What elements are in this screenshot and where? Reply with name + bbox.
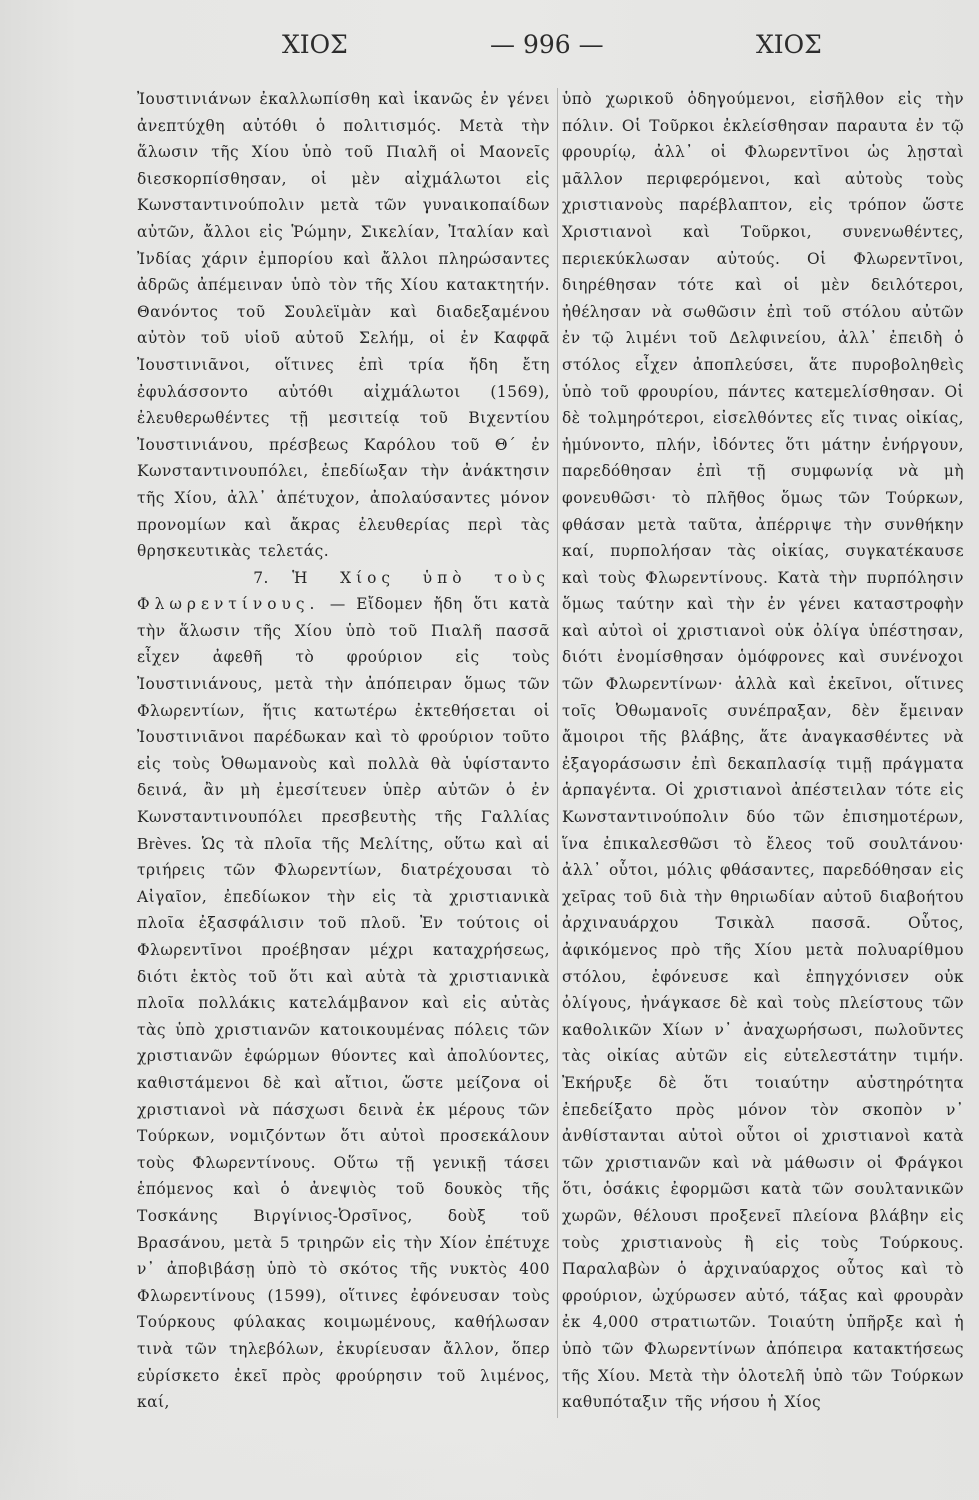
left-paragraph-2 [137, 565, 550, 1416]
right-text-column [562, 86, 964, 1416]
column-divider [557, 88, 558, 1418]
page-bottom-shading [0, 1430, 979, 1500]
left-paragraph-1: Ἰουστινιάνων ἐκαλλωπίσθη καὶ ἱκανῶς ἐν γένει ἀνεπτύχθη αὐτόθι ὁ πολιτισμός. Μετὰ τὴν ἅλωσιν τῆς Χίου ὑπὸ τοῦ Πιαλῆ οἱ Μαονεῖς διεσκορπίσθησαν, οἱ μὲν αἰχμάλωτοι εἰς Κωνσταντινούπολιν μετὰ τῶν γυναικοπαίδων αὐτῶν, ἄλλοι εἰς Ῥώμην, Σικελίαν, Ἰταλίαν καὶ Ἰνδίας χάριν ἐμπορίου καὶ ἄλλοι πληρώσαντες ἀδρῶς ἀπέμειναν ὑπὸ τὸν τῆς Χίου κατακτητήν. Θανόντος τοῦ Σουλεϊμὰν καὶ διαδεξαμένου αὐτὸν τοῦ υἱοῦ αὐτοῦ Σελήμ, οἱ ἐν Καφφᾶ Ἰουστινιᾶνοι, οἵτινες ἐπὶ τρία ἤδη ἔτη ἐφυλάσσοντο αὐτόθι αἰχμάλωτοι (1569), ἐλευθερωθέντες τῇ μεσιτείᾳ τοῦ Βιχεντίου Ἰουστινιάνου, πρέσβεως Καρόλου τοῦ Θ΄ ἐν Κωνσταντινουπόλει, ἐπεδίωξαν τὴν ἀνάκτησιν τῆς Χίου, ἀλλ᾽ ἀπέτυχον, ἀπολαύσαντες μόνον προνομίων καὶ ἄκρας ἐλευθερίας περὶ τὰς θρησκευτικὰς τελετάς. [137, 90, 550, 561]
section-text-part-2: Ὡς τὰ πλοῖα τῆς Μελίτης, οὕτω καὶ αἱ τριήρεις τῶν Φλωρεντίων, διατρέχουσαι τὸ Αἰγαῖον, ἐπεδίωκον τὴν εἰς τὰ χριστιανικὰ πλοῖα ἐξασφάλισιν τοῦ πλοῦ. Ἐν τούτοις οἱ Φλωρεντῖνοι προέβησαν μέχρι καταχρήσεως, διότι ἐκτὸς τοῦ ὅτι καὶ αὐτὰ τὰ χριστιανικὰ πλοῖα πολλάκις κατελάμβανον καὶ εἰς αὐτὰς τὰς ὑπὸ χριστιανῶν κατοικουμένας πόλεις τῶν χριστιανῶν ἐφώρμων θύοντες καὶ ἀπολύοντες, καθιστάμενοι δὲ καὶ αἴτιοι, ὥστε μείζονα οἱ χριστιανοὶ νὰ πάσχωσι δεινὰ ἐκ μέρους τῶν Τούρκων, νομιζόντων ὅτι αὐτοὶ προσεκάλουν τοὺς Φλωρεντίνους. Οὕτω τῇ γενικῇ τάσει ἑπόμενος καὶ ὁ ἀνεψιὸς τοῦ δουκὸς τῆς Τοσκάνης Βιργίνιος-Ὀρσῖνος, δοὺξ τοῦ Βρασάνου, μετὰ 5 τριηρῶν εἰς τὴν Χίον ἐπέτυχε ν᾽ ἀποβιβάσῃ ὑπὸ τὸ σκότος τῆς νυκτὸς 400 Φλωρεντίνους (1599), οἵτινες ἐφόνευσαν τοὺς Τούρκους φύλακας κοιμωμένους, καθήλωσαν τινὰ τῶν τηλεβόλων, ἐκυρίευσαν ἄλλον, ὅπερ εὑρίσκετο ἐκεῖ πρὸς φρούρησιν τοῦ λιμένος, καί, [137, 834, 550, 1412]
right-paragraph-1: ὑπὸ χωρικοῦ ὁδηγούμενοι, εἰσῆλθον εἰς τὴν πόλιν. Οἱ Τοῦρκοι ἐκλείσθησαν παραυτα ἐν τῷ φρουρίῳ, ἀλλ᾽ οἱ Φλωρεντῖνοι ὡς λῃσταὶ μᾶλλον περιφερόμενοι, καὶ αὐτοὺς τοὺς χριστιανοὺς παρέβλαπτον, εἰς τρόπον ὥστε Χριστιανοὶ καὶ Τοῦρκοι, συνενωθέντες, περιεκύκλωσαν αὐτούς. Οἱ Φλωρεντῖνοι, διηρέθησαν τότε καὶ οἱ μὲν δειλότεροι, ἠθέλησαν νὰ σωθῶσιν ἐπὶ τοῦ στόλου αὐτῶν ἐν τῷ λιμένι τοῦ Δελφινείου, ἀλλ᾽ ἐπειδὴ ὁ στόλος εἶχεν ἀποπλεύσει, ἅτε πυροβοληθεὶς ὑπὸ τοῦ φρουρίου, πάντες κατεμελίσθησαν. Οἱ δὲ τολμηρότεροι, εἰσελθόντες εἴς τινας οἰκίας, ἠμύνοντο, πλήν, ἰδόντες ὅτι μάτην ἐνήργουν, παρεδόθησαν ἐπὶ τῇ συμφωνίᾳ νὰ μὴ φονευθῶσι· τὸ πλῆθος ὅμως τῶν Τούρκων, φθάσαν μετὰ ταῦτα, ἀπέρριψε τὴν συνθήκην καί, πυρπολήσαν τὰς οἰκίας, συγκατέκαυσε καὶ τοὺς Φλωρεντίνους. Κατὰ τὴν πυρπόλησιν ὅμως ταύτην καὶ τὴν ἐν γένει καταστροφὴν καὶ αὐτοὶ οἱ χριστιανοὶ οὐκ ὀλίγα ὑπέστησαν, διότι ἐνομίσθησαν ὁμόφρονες καὶ συνένοχοι τῶν Φλωρεντίνων· ἀλλὰ καὶ ἐκεῖνοι, οἵτινες τοῖς Ὀθωμανοῖς συνέπραξαν, δὲν ἔμειναν ἄμοιροι τῆς βλάβης, ἅτε ἀναγκασθέντες νὰ ἐξαγοράσωσιν ἐπὶ δεκαπλασίᾳ τιμῇ πράγματα ἁρπαγέντα. Οἱ χριστιανοὶ ἀπέστειλαν τότε εἰς Κωνσταντινούπολιν δύο τῶν ἐπισημοτέρων, ἵνα ἐπικαλεσθῶσι τὸ ἔλεος τοῦ σουλτάνου· ἀλλ᾽ οὗτοι, μόλις φθάσαντες, παρεδόθησαν εἰς χεῖρας τοῦ διὰ τὴν θηριωδίαν αὐτοῦ διαβοήτου ἀρχιναυάρχου Τσικὰλ πασσᾶ. Οὗτος, ἀφικόμενος πρὸ τῆς Χίου μετὰ πολυαρίθμου στόλου, ἐφόνευσε καὶ ἐπηγχόνισεν οὐκ ὀλίγους, ἠνάγκασε δὲ καὶ τοὺς πλείστους τῶν καθολικῶν Χίων ν᾽ ἀναχωρήσωσι, πωλοῦντες τὰς οἰκίας αὐτῶν εἰς εὐτελεστάτην τιμήν. Ἐκήρυξε δὲ ὅτι τοιαύτην αὐστηρότητα ἐπεδείξατο πρὸς μόνον τὸν σκοπὸν ν᾽ ἀνθίστανται αὐτοὶ οὗτοι οἱ χριστιανοὶ κατὰ τῶν χριστιανῶν καὶ νὰ μάθωσιν οἱ Φράγκοι ὅτι, ὁσάκις ἐφορμῶσι κατὰ τῶν σουλτανικῶν χωρῶν, θέλουσι προξενεῖ πλείονα βλάβην εἰς τοὺς χριστιανοὺς ἢ εἰς τοὺς Τούρκους. Παραλαβὼν ὁ ἀρχιναύαρχος οὗτος καὶ τὸ φρούριον, ὠχύρωσεν αὐτό, τάξας καὶ φρουρὰν ἐκ 4,000 στρατιωτῶν. Τοιαύτη ὑπῆρξε καὶ ἡ ὑπὸ τῶν Φλωρεντίνων ἀπόπειρα κατακτήσεως τῆς Χίου. Μετὰ τὴν ὁλοτελῆ ὑπὸ τῶν Τούρκων καθυπόταξιν τῆς νήσου ἡ Χίος [562, 90, 964, 1412]
running-header [120, 30, 850, 70]
left-text-column [137, 86, 550, 1416]
section-number: 7. [253, 568, 269, 587]
page-number: — 996 — [490, 30, 604, 59]
latin-name-breves: Brèves. [137, 833, 192, 853]
section-heading: Ἡ Χίος ὑπὸ τοὺς Φλωρεντίνους. [137, 568, 550, 614]
section-text-part-1: — Εἴδομεν ἤδη ὅτι κατὰ τὴν ἅλωσιν τῆς Χίου ὑπὸ τοῦ Πιαλῆ πασσᾶ εἶχεν ἀφεθῆ τὸ φρούριον εἰς τοὺς Ἰουστινιάνους, μετὰ τὴν ἀπόπειραν ὅμως τῶν Φλωρεντίων, ἥτις κατωτέρω ἐκτεθήσεται οἱ Ἰουστινιᾶνοι παρέδωκαν καὶ τὸ φρούριον τοῦτο εἰς τοὺς Ὀθωμανοὺς καὶ πολλὰ θὰ ὑφίσταντο δεινά, ἂν μὴ ἐμεσίτευεν ὑπὲρ αὐτῶν ὁ ἐν Κωνσταντινουπόλει πρεσβευτὴς τῆς Γαλλίας [137, 595, 550, 827]
header-left-title: ΧΙΟΣ [282, 30, 348, 59]
header-right-title: ΧΙΟΣ [756, 30, 822, 59]
